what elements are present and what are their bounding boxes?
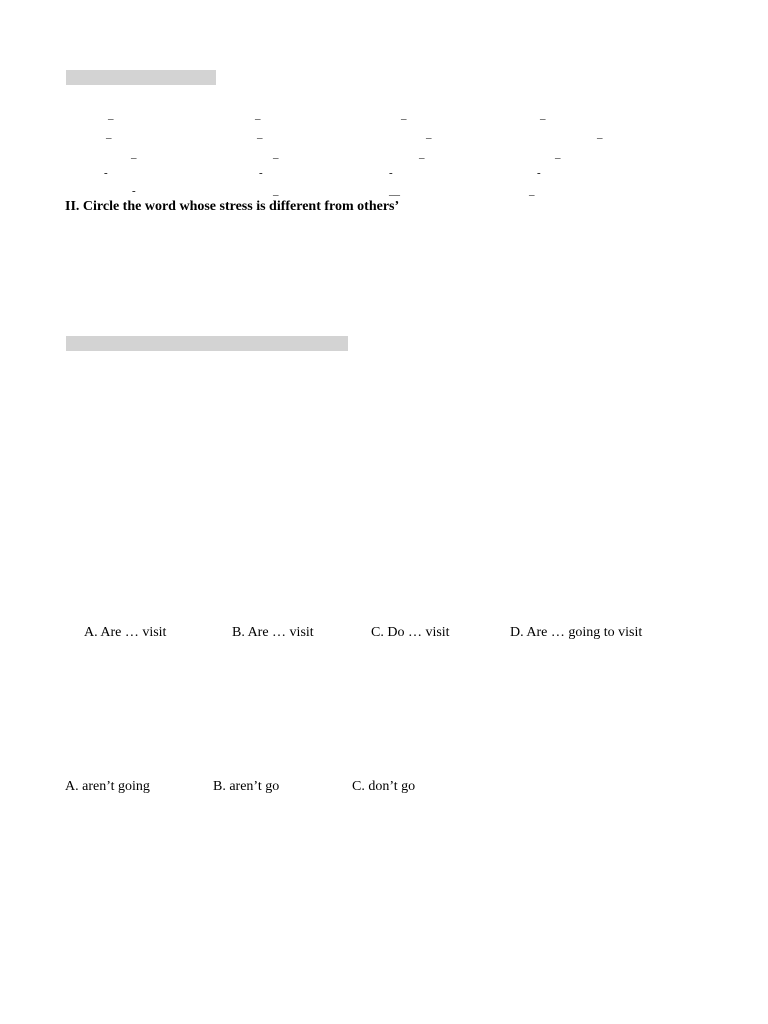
blank-mark: _ (555, 148, 561, 160)
option-a[interactable]: A. Are … visit (84, 625, 167, 640)
section-2-number: II. (65, 199, 80, 214)
blank-mark: _ (419, 148, 425, 160)
option-b[interactable]: B. Are … visit (232, 625, 314, 640)
section-1-header-highlight (66, 70, 216, 85)
blank-mark: _ (255, 109, 261, 121)
option-b[interactable]: B. aren’t go (213, 779, 280, 794)
blank-mark: _ (273, 148, 279, 160)
blank-mark: _ (106, 128, 112, 140)
blank-mark: _ (540, 109, 546, 121)
blank-mark: - (259, 167, 263, 179)
section-3-header-highlight (66, 336, 348, 351)
option-a[interactable]: A. aren’t going (65, 779, 150, 794)
option-c[interactable]: C. Do … visit (371, 625, 450, 640)
blank-mark: _ (401, 109, 407, 121)
blank-mark: _ (108, 109, 114, 121)
blank-mark: _ (273, 185, 279, 197)
blank-mark: - (537, 167, 541, 179)
section-2-instruction: Circle the word whose stress is different from others’ (82, 199, 400, 214)
blank-mark: _ (529, 185, 535, 197)
blank-mark: - (104, 167, 108, 179)
section-2-heading (65, 199, 399, 215)
blank-mark: - (132, 185, 136, 197)
blank-mark: __ (389, 185, 400, 197)
blank-mark: _ (597, 128, 603, 140)
option-d[interactable]: D. Are … going to visit (510, 625, 643, 640)
blank-mark: _ (426, 128, 432, 140)
blank-mark: _ (257, 128, 263, 140)
blank-mark: _ (131, 148, 137, 160)
blank-mark: - (389, 167, 393, 179)
option-c[interactable]: C. don’t go (352, 779, 416, 794)
